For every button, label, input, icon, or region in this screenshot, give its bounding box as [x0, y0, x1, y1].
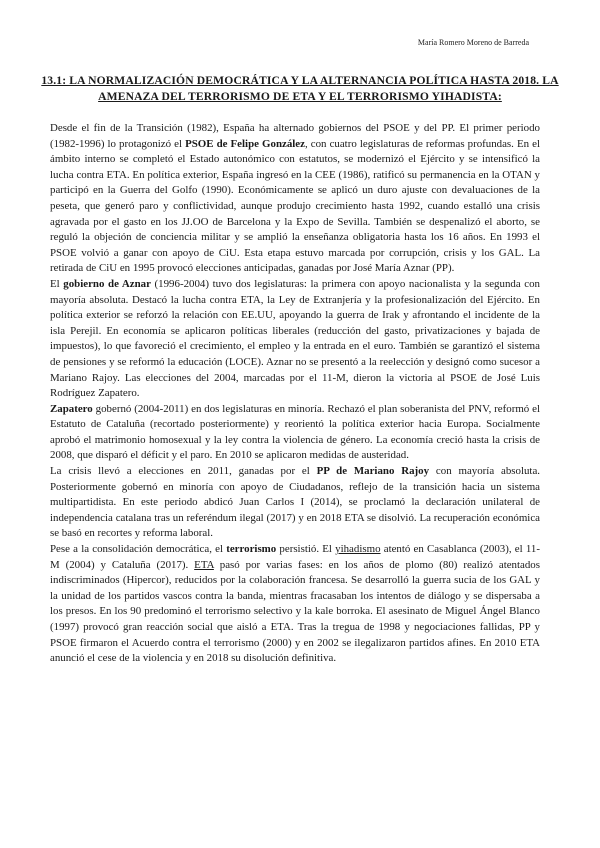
- document-title: 13.1: LA NORMALIZACIÓN DEMOCRÁTICA Y LA ALTERNANCIA POLÍTICA HASTA 2018. LA AMENAZA DEL TERRORISMO DE ETA Y EL TERRORISMO YIHADISTA:: [41, 74, 559, 103]
- zapatero-term: Zapatero: [50, 402, 93, 415]
- terrorismo-term: terrorismo: [226, 543, 277, 556]
- pp-mariano-rajoy-term: PP de Mariano Rajoy: [316, 465, 430, 478]
- psoe-felipe-gonzalez-term: PSOE de Felipe González: [185, 137, 305, 150]
- eta-term: ETA: [194, 558, 214, 571]
- yihadismo-term: yihadismo: [335, 543, 381, 556]
- paragraph-terrorismo: Pese a la consolidación democrática, el terrorismo persistió. El yihadismo atentó en Casablanca (2003), el 11-M (2004) y Cataluña (2017). ETA pasó por varias fases: en los años de plomo (80) realizó atentados indiscriminados (Hipercor), reducidos por la colaboración francesa. Se desarrolló la guerra sucia de los GAL y la unidad de los partidos vascos contra la banda, mientras fracasaban los intentos de diálogo y se dispersaba a los presos. En los 90 predominó el terrorismo selectivo y la kale borroka. El asesinato de Miguel Ángel Blanco (1997) provocó gran reacción social que aisló a ETA. Tras la tregua de 1998 y negociaciones fallidas, PP y PSOE firmaron el Acuerdo contra el terrorismo (2000) y en 2002 se ilegalizaron partidos afines. En 2010 ETA anunció el cese de la violencia y en 2018 su disolución definitiva.: [50, 543, 540, 665]
- paragraph-zapatero: Zapatero gobernó (2004-2011) en dos legislaturas en minoría. Rechazó el plan soberanista del PNV, reformó el Estatuto de Cataluña (recortado posteriormente) y reorientó la política exterior hacia Europa. Socialmente aprobó el matrimonio homosexual y la ley contra la violencia de género. La economía creció hasta la crisis de 2008, que disparó el déficit y el paro. En 2010 se aplicaron medidas de austeridad.: [50, 402, 540, 462]
- paragraph-aznar: El gobierno de Aznar (1996-2004) tuvo dos legislaturas: la primera con apoyo nacionalista y la segunda con mayoría absoluta. Destacó la lucha contra ETA, la Ley de Extranjería y la profesionalización del Ejército. En política exterior se reforzó la relación con EE.UU, apoyando la guerra de Irak y afrontando el incidente de la isla Perejil. En economía se aplicaron políticas liberales (reducción del gasto, privatizaciones y bajada de impuestos), lo que favoreció el crecimiento, el empleo y la entrada en el euro. También se garantizó el sistema de pensiones y se reformó la educación (LOCE). Aznar no se presentó a la reelección y designó como sucesor a Mariano Rajoy. Las elecciones del 2004, marcadas por el 11-M, dieron la victoria al PSOE de José Luis Rodríguez Zapatero.: [50, 277, 540, 400]
- paragraph-felipe-gonzalez: Desde el fin de la Transición (1982), España ha alternado gobiernos del PSOE y del PP. El primer periodo (1982-1996) lo protagonizó el PSOE de Felipe González, con cuatro legislaturas de reformas profundas. En el ámbito interno se completó el Estado autonómico con estatutos, se modernizó el Ejército y se intensificó la lucha contra ETA. En política exterior, España ingresó en la CEE (1986), ratificó su permanencia en la OTAN y participó en la Guerra del Golfo (1990). Económicamente se aplicó un duro ajuste con devaluaciones de la peseta, que generó paro y conflictividad, aunque produjo crecimiento hasta 1992, cuando estalló una crisis agravada por el gasto en los JJ.OO de Barcelona y la Expo de Sevilla. También se despenalizó el aborto, se reguló la objeción de conciencia militar y se amplió la enseñanza obligatoria hasta los 16 años. En 1993 el PSOE volvió a ganar con apoyo de CiU. Esta etapa estuvo marcada por corrupción, crisis y los GAL. La retirada de CiU en 1995 provocó elecciones anticipadas, ganadas por José María Aznar (PP).: [50, 122, 540, 275]
- author-name: María Romero Moreno de Barreda: [417, 38, 529, 47]
- document-body: [50, 121, 540, 667]
- gobierno-aznar-term: gobierno de Aznar: [63, 277, 151, 290]
- paragraph-rajoy: La crisis llevó a elecciones en 2011, ganadas por el PP de Mariano Rajoy con mayoría absoluta. Posteriormente gobernó en minoría con apoyo de Ciudadanos, reflejo de la transición hacia un sistema multipartidista. En este periodo abdicó Juan Carlos I (2014), se proclamó la declaración unilateral de independencia catalana tras un referéndum ilegal (2017) y en 2018 ETA se disolvió. La recuperación económica se basó en recortes y reforma laboral.: [50, 465, 541, 540]
